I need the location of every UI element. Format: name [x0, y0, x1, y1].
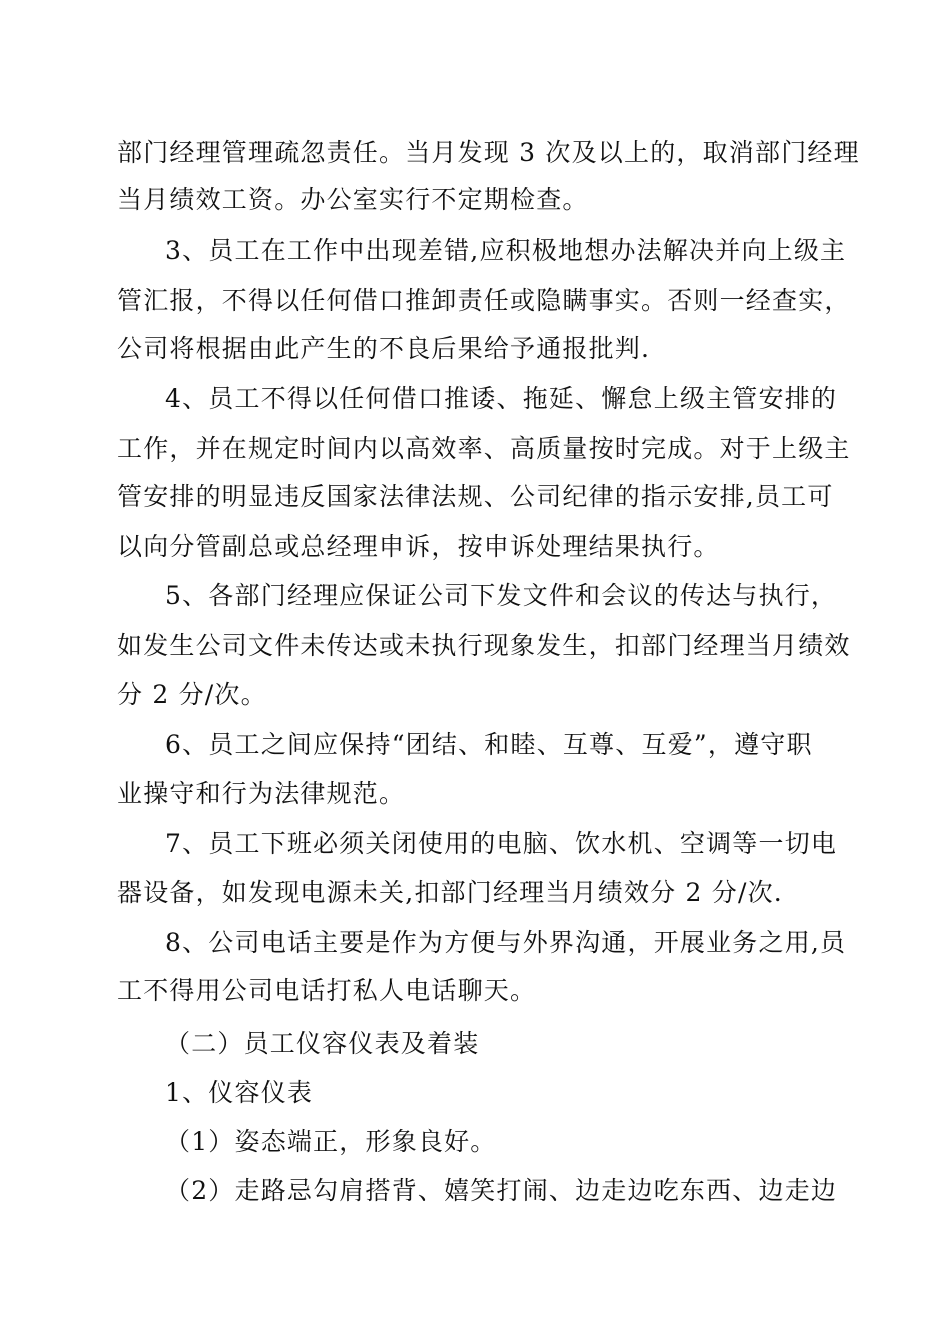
text-line: 4、员工不得以任何借口推诿、拖延、懈怠上级主管安排的	[165, 384, 838, 413]
text-line: 公司将根据由此产生的不良后果给予通报批判.	[117, 334, 651, 363]
text-line: （1）姿态端正，形象良好。	[165, 1127, 497, 1156]
text-line: （2）走路忌勾肩搭背、嬉笑打闹、边走边吃东西、边走边	[165, 1176, 838, 1205]
text-line: 5、各部门经理应保证公司下发文件和会议的传达与执行，	[165, 581, 838, 610]
text-line: 以向分管副总或总经理申诉，按申诉处理结果执行。	[117, 532, 720, 561]
text-line: 当月绩效工资。办公室实行不定期检查。	[117, 185, 589, 214]
text-line: 6、员工之间应保持“团结、和睦、互尊、互爱”，遵守职	[165, 730, 813, 759]
text-line: 工不得用公司电话打私人电话聊天。	[117, 976, 537, 1005]
text-line: 部门经理管理疏忽责任。当月发现 3 次及以上的，取消部门经理	[117, 138, 860, 167]
text-line: 如发生公司文件未传达或未执行现象发生，扣部门经理当月绩效	[117, 631, 851, 660]
text-line: 分 2 分/次。	[117, 680, 267, 709]
text-line: 业操守和行为法律规范。	[117, 779, 406, 808]
text-line: 7、员工下班必须关闭使用的电脑、饮水机、空调等一切电	[165, 829, 838, 858]
text-line: 工作，并在规定时间内以高效率、高质量按时完成。对于上级主	[117, 434, 851, 463]
text-line: 管汇报，不得以任何借口推卸责任或隐瞒事实。否则一经查实，	[117, 286, 851, 315]
text-line: 器设备，如发现电源未关,扣部门经理当月绩效分 2 分/次.	[117, 878, 783, 907]
section-heading: （二）员工仪容仪表及着装	[165, 1029, 480, 1058]
text-line: 8、公司电话主要是作为方便与外界沟通，开展业务之用,员	[165, 928, 847, 957]
subsection-heading: 1、仪容仪表	[165, 1078, 314, 1107]
text-line: 管安排的明显违反国家法律法规、公司纪律的指示安排,员工可	[117, 482, 834, 511]
text-line: 3、员工在工作中出现差错,应积极地想办法解决并向上级主	[165, 236, 847, 265]
